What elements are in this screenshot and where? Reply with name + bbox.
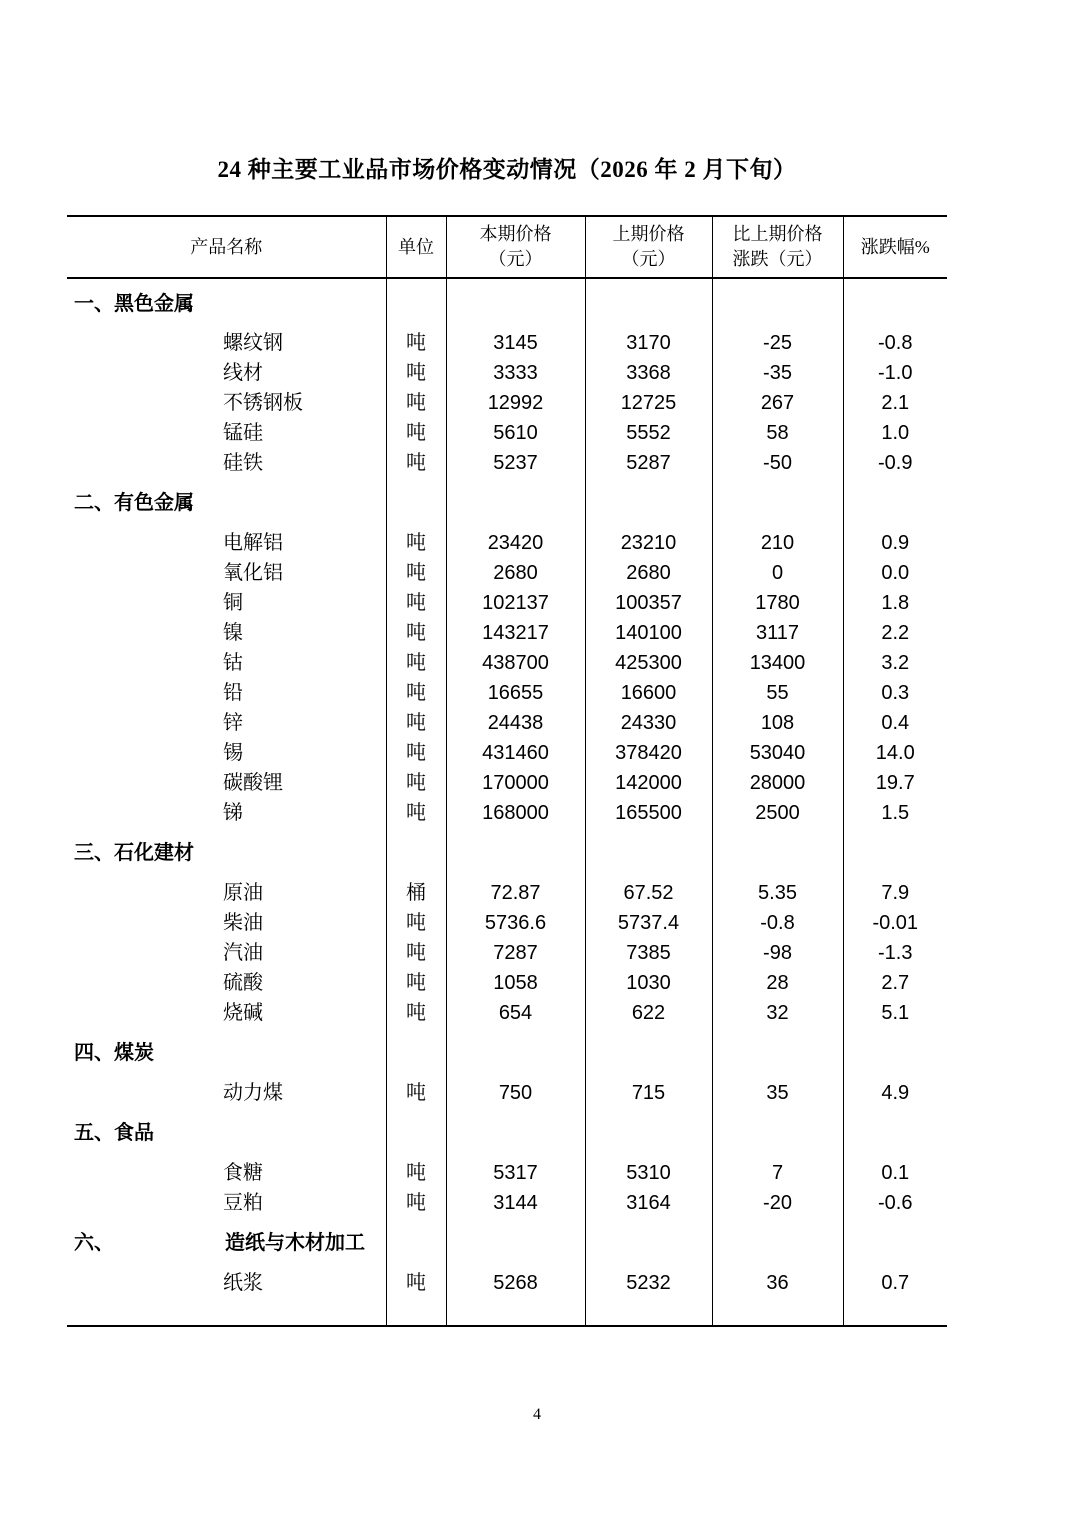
product-name-cell: 硅铁 — [223, 452, 263, 474]
unit-cell: 吨 — [386, 998, 446, 1028]
pct-change-cell: 5.1 — [843, 998, 947, 1028]
pct-change-cell: -1.3 — [843, 938, 947, 968]
pct-change-cell: 2.7 — [843, 968, 947, 998]
empty-cell — [446, 1108, 585, 1158]
previous-price-cell: 5552 — [585, 418, 712, 448]
pct-change-cell: 0.9 — [843, 528, 947, 558]
empty-cell — [843, 828, 947, 878]
price-change-cell: -98 — [712, 938, 843, 968]
empty-cell — [712, 278, 843, 328]
col-header-product: 产品名称 — [67, 216, 386, 278]
pct-change-cell: 0.3 — [843, 678, 947, 708]
page-number: 4 — [533, 1406, 541, 1423]
empty-cell — [843, 1028, 947, 1078]
previous-price-cell: 3368 — [585, 358, 712, 388]
current-price-cell: 5317 — [446, 1158, 585, 1188]
pct-change-cell: 0.7 — [843, 1268, 947, 1298]
empty-cell — [712, 1028, 843, 1078]
product-row — [67, 588, 947, 618]
current-price-cell: 168000 — [446, 798, 585, 828]
product-name-cell: 不锈钢板 — [223, 392, 303, 414]
current-price-cell: 3144 — [446, 1188, 585, 1218]
current-price-cell: 2680 — [446, 558, 585, 588]
previous-price-cell: 2680 — [585, 558, 712, 588]
product-name-cell: 食糖 — [223, 1162, 263, 1184]
product-row — [67, 328, 947, 358]
empty-cell — [446, 1298, 585, 1326]
current-price-cell: 438700 — [446, 648, 585, 678]
previous-price-cell: 378420 — [585, 738, 712, 768]
product-name-cell: 氧化铝 — [223, 562, 283, 584]
previous-price-cell: 3170 — [585, 328, 712, 358]
product-name-cell: 锡 — [223, 742, 243, 764]
empty-cell — [386, 1028, 446, 1078]
product-name-cell: 锰硅 — [223, 422, 263, 444]
unit-cell: 吨 — [386, 1188, 446, 1218]
empty-cell — [843, 278, 947, 328]
unit-cell: 吨 — [386, 528, 446, 558]
unit-cell: 吨 — [386, 448, 446, 478]
price-change-cell: 108 — [712, 708, 843, 738]
current-price-cell: 24438 — [446, 708, 585, 738]
previous-price-cell: 3164 — [585, 1188, 712, 1218]
section-label-cell: 三、石化建材 — [74, 842, 194, 864]
price-change-cell: 32 — [712, 998, 843, 1028]
unit-cell: 吨 — [386, 938, 446, 968]
section-label-cell: 一、黑色金属 — [74, 292, 194, 315]
previous-price-cell: 425300 — [585, 648, 712, 678]
section-row — [67, 278, 947, 328]
product-row — [67, 798, 947, 828]
previous-price-cell: 5287 — [585, 448, 712, 478]
empty-cell — [446, 478, 585, 528]
unit-cell: 吨 — [386, 648, 446, 678]
current-price-cell: 143217 — [446, 618, 585, 648]
unit-cell: 吨 — [386, 798, 446, 828]
previous-price-cell: 1030 — [585, 968, 712, 998]
current-price-cell: 5610 — [446, 418, 585, 448]
product-row — [67, 708, 947, 738]
page-title: 24 种主要工业品市场价格变动情况（2026 年 2 月下旬） — [217, 157, 797, 182]
price-change-cell: 0 — [712, 558, 843, 588]
price-change-cell: -20 — [712, 1188, 843, 1218]
empty-cell — [585, 478, 712, 528]
price-change-cell: 55 — [712, 678, 843, 708]
section-label-cell — [67, 1218, 386, 1268]
col-header-price_change: 比上期价格 涨跌（元） — [712, 216, 843, 278]
product-row — [67, 908, 947, 938]
section-label-cell: 五、食品 — [74, 1122, 154, 1144]
unit-cell: 桶 — [386, 878, 446, 908]
pct-change-cell: 1.8 — [843, 588, 947, 618]
price-change-cell: -0.8 — [712, 908, 843, 938]
col-header-previous_price: 上期价格 （元） — [585, 216, 712, 278]
unit-cell: 吨 — [386, 1078, 446, 1108]
unit-cell: 吨 — [386, 558, 446, 588]
section-label-cell: 二、有色金属 — [74, 492, 194, 514]
previous-price-cell: 142000 — [585, 768, 712, 798]
current-price-cell: 750 — [446, 1078, 585, 1108]
price-change-cell: 28 — [712, 968, 843, 998]
price-change-cell: -50 — [712, 448, 843, 478]
pct-change-cell: -0.6 — [843, 1188, 947, 1218]
previous-price-cell: 100357 — [585, 588, 712, 618]
empty-cell — [712, 1298, 843, 1326]
unit-cell: 吨 — [386, 738, 446, 768]
empty-cell — [386, 1298, 446, 1326]
product-name-cell: 铜 — [223, 592, 243, 614]
current-price-cell: 12992 — [446, 388, 585, 418]
unit-cell: 吨 — [386, 618, 446, 648]
table-body — [67, 278, 947, 1326]
pct-change-cell: 0.4 — [843, 708, 947, 738]
product-row — [67, 938, 947, 968]
unit-cell: 吨 — [386, 418, 446, 448]
product-row — [67, 648, 947, 678]
section-row — [67, 1108, 947, 1158]
current-price-cell: 3145 — [446, 328, 585, 358]
price-change-cell: -35 — [712, 358, 843, 388]
product-row — [67, 358, 947, 388]
price-change-cell: 3117 — [712, 618, 843, 648]
current-price-cell: 654 — [446, 998, 585, 1028]
product-name-cell: 螺纹钢 — [223, 332, 283, 354]
previous-price-cell: 140100 — [585, 618, 712, 648]
product-name-cell: 电解铝 — [223, 532, 283, 554]
empty-cell — [712, 828, 843, 878]
price-change-cell: 58 — [712, 418, 843, 448]
empty-cell — [843, 1108, 947, 1158]
empty-cell — [712, 478, 843, 528]
section-label: 造纸与木材加工 — [225, 1232, 365, 1254]
previous-price-cell: 67.52 — [585, 878, 712, 908]
empty-cell — [446, 1028, 585, 1078]
unit-cell: 吨 — [386, 968, 446, 998]
empty-cell — [712, 1108, 843, 1158]
product-name-cell: 纸浆 — [223, 1272, 263, 1294]
empty-cell — [446, 828, 585, 878]
product-name-cell: 烧碱 — [223, 1002, 263, 1024]
price-change-cell: -25 — [712, 328, 843, 358]
product-row — [67, 878, 947, 908]
current-price-cell: 5736.6 — [446, 908, 585, 938]
empty-cell — [585, 278, 712, 328]
product-name-cell: 碳酸锂 — [223, 772, 283, 794]
product-name-cell: 锑 — [223, 802, 243, 824]
empty-cell — [585, 1218, 712, 1268]
product-row — [67, 768, 947, 798]
empty-cell — [843, 478, 947, 528]
price-change-cell: 35 — [712, 1078, 843, 1108]
price-change-cell: 36 — [712, 1268, 843, 1298]
empty-cell — [386, 828, 446, 878]
product-name-cell: 锌 — [223, 712, 243, 734]
current-price-cell: 72.87 — [446, 878, 585, 908]
pct-change-cell: 0.1 — [843, 1158, 947, 1188]
previous-price-cell: 12725 — [585, 388, 712, 418]
previous-price-cell: 5232 — [585, 1268, 712, 1298]
previous-price-cell: 24330 — [585, 708, 712, 738]
price-change-cell: 5.35 — [712, 878, 843, 908]
section-row — [67, 828, 947, 878]
unit-cell: 吨 — [386, 708, 446, 738]
section-label-cell: 四、煤炭 — [74, 1042, 154, 1064]
pct-change-cell: 2.2 — [843, 618, 947, 648]
empty-cell — [386, 1108, 446, 1158]
section-row — [67, 478, 947, 528]
price-change-cell: 210 — [712, 528, 843, 558]
header-row — [67, 216, 947, 278]
pct-change-cell: -0.9 — [843, 448, 947, 478]
current-price-cell: 23420 — [446, 528, 585, 558]
product-row — [67, 558, 947, 588]
pct-change-cell: 4.9 — [843, 1078, 947, 1108]
price-change-cell: 13400 — [712, 648, 843, 678]
pct-change-cell: 7.9 — [843, 878, 947, 908]
empty-cell — [386, 478, 446, 528]
pct-change-cell: 0.0 — [843, 558, 947, 588]
previous-price-cell: 165500 — [585, 798, 712, 828]
empty-cell — [585, 1028, 712, 1078]
current-price-cell: 16655 — [446, 678, 585, 708]
pct-change-cell: 2.1 — [843, 388, 947, 418]
previous-price-cell: 5737.4 — [585, 908, 712, 938]
col-header-pct_change: 涨跌幅% — [843, 216, 947, 278]
pct-change-cell: 14.0 — [843, 738, 947, 768]
current-price-cell: 1058 — [446, 968, 585, 998]
product-name-cell: 豆粕 — [223, 1192, 263, 1214]
product-name-cell: 柴油 — [223, 912, 263, 934]
unit-cell: 吨 — [386, 358, 446, 388]
section-row — [67, 1028, 947, 1078]
empty-cell — [712, 1218, 843, 1268]
empty-cell — [843, 1218, 947, 1268]
pct-change-cell: -0.8 — [843, 328, 947, 358]
price-change-cell: 267 — [712, 388, 843, 418]
current-price-cell: 102137 — [446, 588, 585, 618]
product-name-cell: 线材 — [223, 362, 263, 384]
product-name-cell: 钴 — [223, 652, 243, 674]
current-price-cell: 7287 — [446, 938, 585, 968]
pct-change-cell: -0.01 — [843, 908, 947, 938]
product-row — [67, 1078, 947, 1108]
unit-cell: 吨 — [386, 588, 446, 618]
empty-cell — [585, 1298, 712, 1326]
product-row — [67, 618, 947, 648]
pct-change-cell: 1.0 — [843, 418, 947, 448]
product-name-cell: 动力煤 — [223, 1082, 283, 1104]
unit-cell: 吨 — [386, 908, 446, 938]
product-name-cell: 原油 — [223, 882, 263, 904]
spacer-row — [67, 1298, 947, 1326]
pct-change-cell: 3.2 — [843, 648, 947, 678]
previous-price-cell: 16600 — [585, 678, 712, 708]
empty-cell — [446, 278, 585, 328]
empty-cell — [386, 1218, 446, 1268]
product-row — [67, 968, 947, 998]
unit-cell: 吨 — [386, 678, 446, 708]
pct-change-cell: 19.7 — [843, 768, 947, 798]
product-row — [67, 738, 947, 768]
product-row — [67, 998, 947, 1028]
empty-cell — [585, 1108, 712, 1158]
price-change-cell: 2500 — [712, 798, 843, 828]
previous-price-cell: 715 — [585, 1078, 712, 1108]
current-price-cell: 431460 — [446, 738, 585, 768]
previous-price-cell: 5310 — [585, 1158, 712, 1188]
product-row — [67, 528, 947, 558]
product-name-cell: 镍 — [223, 622, 243, 644]
product-row — [67, 418, 947, 448]
product-row — [67, 1188, 947, 1218]
unit-cell: 吨 — [386, 388, 446, 418]
previous-price-cell: 7385 — [585, 938, 712, 968]
unit-cell: 吨 — [386, 768, 446, 798]
product-row — [67, 1268, 947, 1298]
pct-change-cell: 1.5 — [843, 798, 947, 828]
table-header — [67, 216, 947, 278]
section-number: 六、 — [74, 1232, 114, 1254]
product-row — [67, 388, 947, 418]
product-row — [67, 1158, 947, 1188]
section-row — [67, 1218, 947, 1268]
pct-change-cell: -1.0 — [843, 358, 947, 388]
current-price-cell: 3333 — [446, 358, 585, 388]
current-price-cell: 5268 — [446, 1268, 585, 1298]
unit-cell: 吨 — [386, 1268, 446, 1298]
empty-cell — [585, 828, 712, 878]
col-header-unit: 单位 — [386, 216, 446, 278]
price-change-cell: 7 — [712, 1158, 843, 1188]
empty-cell — [843, 1298, 947, 1326]
previous-price-cell: 622 — [585, 998, 712, 1028]
unit-cell: 吨 — [386, 328, 446, 358]
product-name-cell: 汽油 — [223, 942, 263, 964]
current-price-cell: 5237 — [446, 448, 585, 478]
empty-cell — [67, 1298, 386, 1326]
product-name-cell: 铅 — [223, 682, 243, 704]
price-change-cell: 53040 — [712, 738, 843, 768]
product-row — [67, 448, 947, 478]
col-header-current_price: 本期价格 （元） — [446, 216, 585, 278]
product-name-cell: 硫酸 — [223, 972, 263, 994]
current-price-cell: 170000 — [446, 768, 585, 798]
product-row — [67, 678, 947, 708]
unit-cell: 吨 — [386, 1158, 446, 1188]
previous-price-cell: 23210 — [585, 528, 712, 558]
empty-cell — [446, 1218, 585, 1268]
empty-cell — [386, 278, 446, 328]
price-change-cell: 1780 — [712, 588, 843, 618]
price-table — [67, 215, 947, 1327]
price-change-cell: 28000 — [712, 768, 843, 798]
